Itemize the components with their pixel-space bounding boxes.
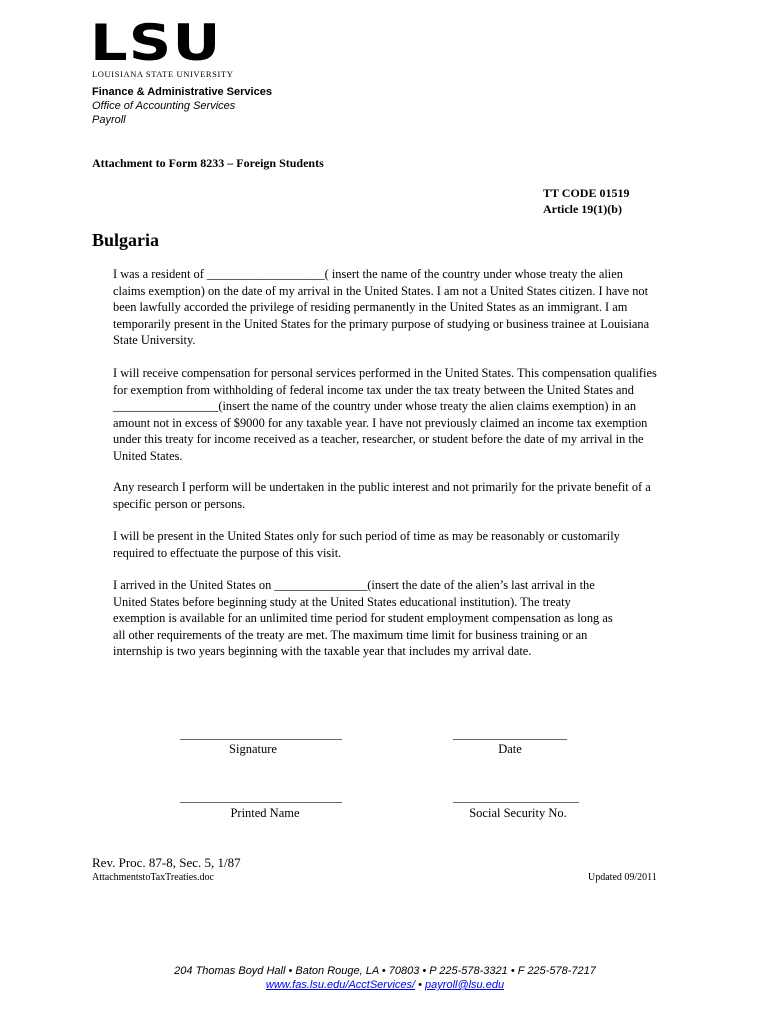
text-line: I arrived in the United States on _______________(insert the date of the alien’s last arrival in the — [113, 578, 595, 592]
attachment-title: Attachment to Form 8233 – Foreign Students — [92, 156, 324, 170]
department-line-1: Finance & Administrative Services — [92, 86, 272, 98]
ssn-line[interactable]: _____________________ — [453, 790, 579, 804]
text-line: all other requirements of the treaty are met. The maximum time limit for business training or an — [113, 627, 588, 642]
text-line: United States before beginning study at the United States educational institution). The treaty — [113, 594, 571, 609]
article-reference: Article 19(1)(b) — [543, 202, 622, 216]
footer-separator: • — [415, 979, 426, 991]
date-label: Date — [498, 742, 522, 756]
rev-proc: Rev. Proc. 87-8, Sec. 5, 1/87 — [92, 855, 241, 870]
signature-line[interactable]: ___________________________ — [180, 727, 342, 741]
date-line[interactable]: ___________________ — [453, 727, 567, 741]
text-line: been lawfully accorded the privilege of residing permanently in the United States as an immigrant. I am — [113, 300, 628, 314]
printed-name-line[interactable]: ___________________________ — [180, 790, 342, 804]
text-line: internship is two years beginning with the taxable year that includes my arrival date. — [113, 644, 532, 658]
paragraph-arrival — [113, 577, 728, 660]
logo-subtitle: LOUISIANA STATE UNIVERSITY — [92, 69, 234, 79]
tt-code: TT CODE 01519 — [543, 186, 630, 200]
text-line: Any research I perform will be undertaken in the public interest and not primarily for the private benefit of a — [113, 480, 651, 494]
text-line: specific person or persons. — [113, 496, 246, 511]
paragraph-residency — [113, 266, 728, 349]
text-line: amount not in excess of $9000 for any taxable year. I have not previously claimed an income tax exemption — [113, 415, 648, 430]
text-line: United States. — [113, 448, 183, 463]
text-line: _________________(insert the name of the country under whose treaty the alien claims exemption) in an — [113, 399, 637, 413]
email-link[interactable]: payroll@lsu.edu — [425, 979, 505, 991]
text-line: claims exemption) on the date of my arrival in the United States. I am not a United States citizen. I have not — [113, 283, 649, 298]
department-line-2: Office of Accounting Services — [92, 100, 236, 112]
text-line: I will receive compensation for personal services performed in the United States. This compensation qualifies — [113, 366, 657, 380]
department-line-3: Payroll — [92, 114, 126, 126]
paragraph-presence — [113, 528, 728, 561]
footer-links — [0, 979, 770, 991]
lsu-logo: LSU — [90, 14, 222, 72]
text-line: exemption is available for an unlimited time period for student employment compensation as long as — [113, 611, 613, 625]
text-line: State University. — [113, 333, 196, 347]
paragraph-compensation — [113, 365, 728, 464]
document-name: AttachmentstoTaxTreaties.doc — [92, 872, 214, 883]
website-link[interactable]: www.fas.lsu.edu/AcctServices/ — [265, 979, 416, 991]
text-line: under this treaty for income received as a teacher, researcher, or student before the date of my arrival in the — [113, 432, 644, 446]
updated-date: Updated 09/2011 — [588, 872, 657, 883]
text-line: I was a resident of ___________________( insert the name of the country under whose treaty the alien — [113, 267, 623, 281]
signature-label: Signature — [229, 742, 277, 756]
text-line: required to effectuate the purpose of this visit. — [113, 545, 342, 560]
text-line: temporarily present in the United States for the primary purpose of studying or business trainee at Louisiana — [113, 316, 650, 331]
country-heading: Bulgaria — [92, 230, 160, 250]
ssn-label: Social Security No. — [469, 806, 567, 820]
printed-name-label: Printed Name — [230, 806, 300, 820]
text-line: for exemption from withholding of federal income tax under the tax treaty between the United States and — [113, 382, 634, 397]
paragraph-research — [113, 479, 728, 512]
text-line: I will be present in the United States only for such period of time as may be reasonably or customarily — [113, 529, 620, 543]
footer-address: 204 Thomas Boyd Hall • Baton Rouge, LA • 70803 • P 225-578-3321 • F 225-578-7217 — [174, 965, 596, 977]
